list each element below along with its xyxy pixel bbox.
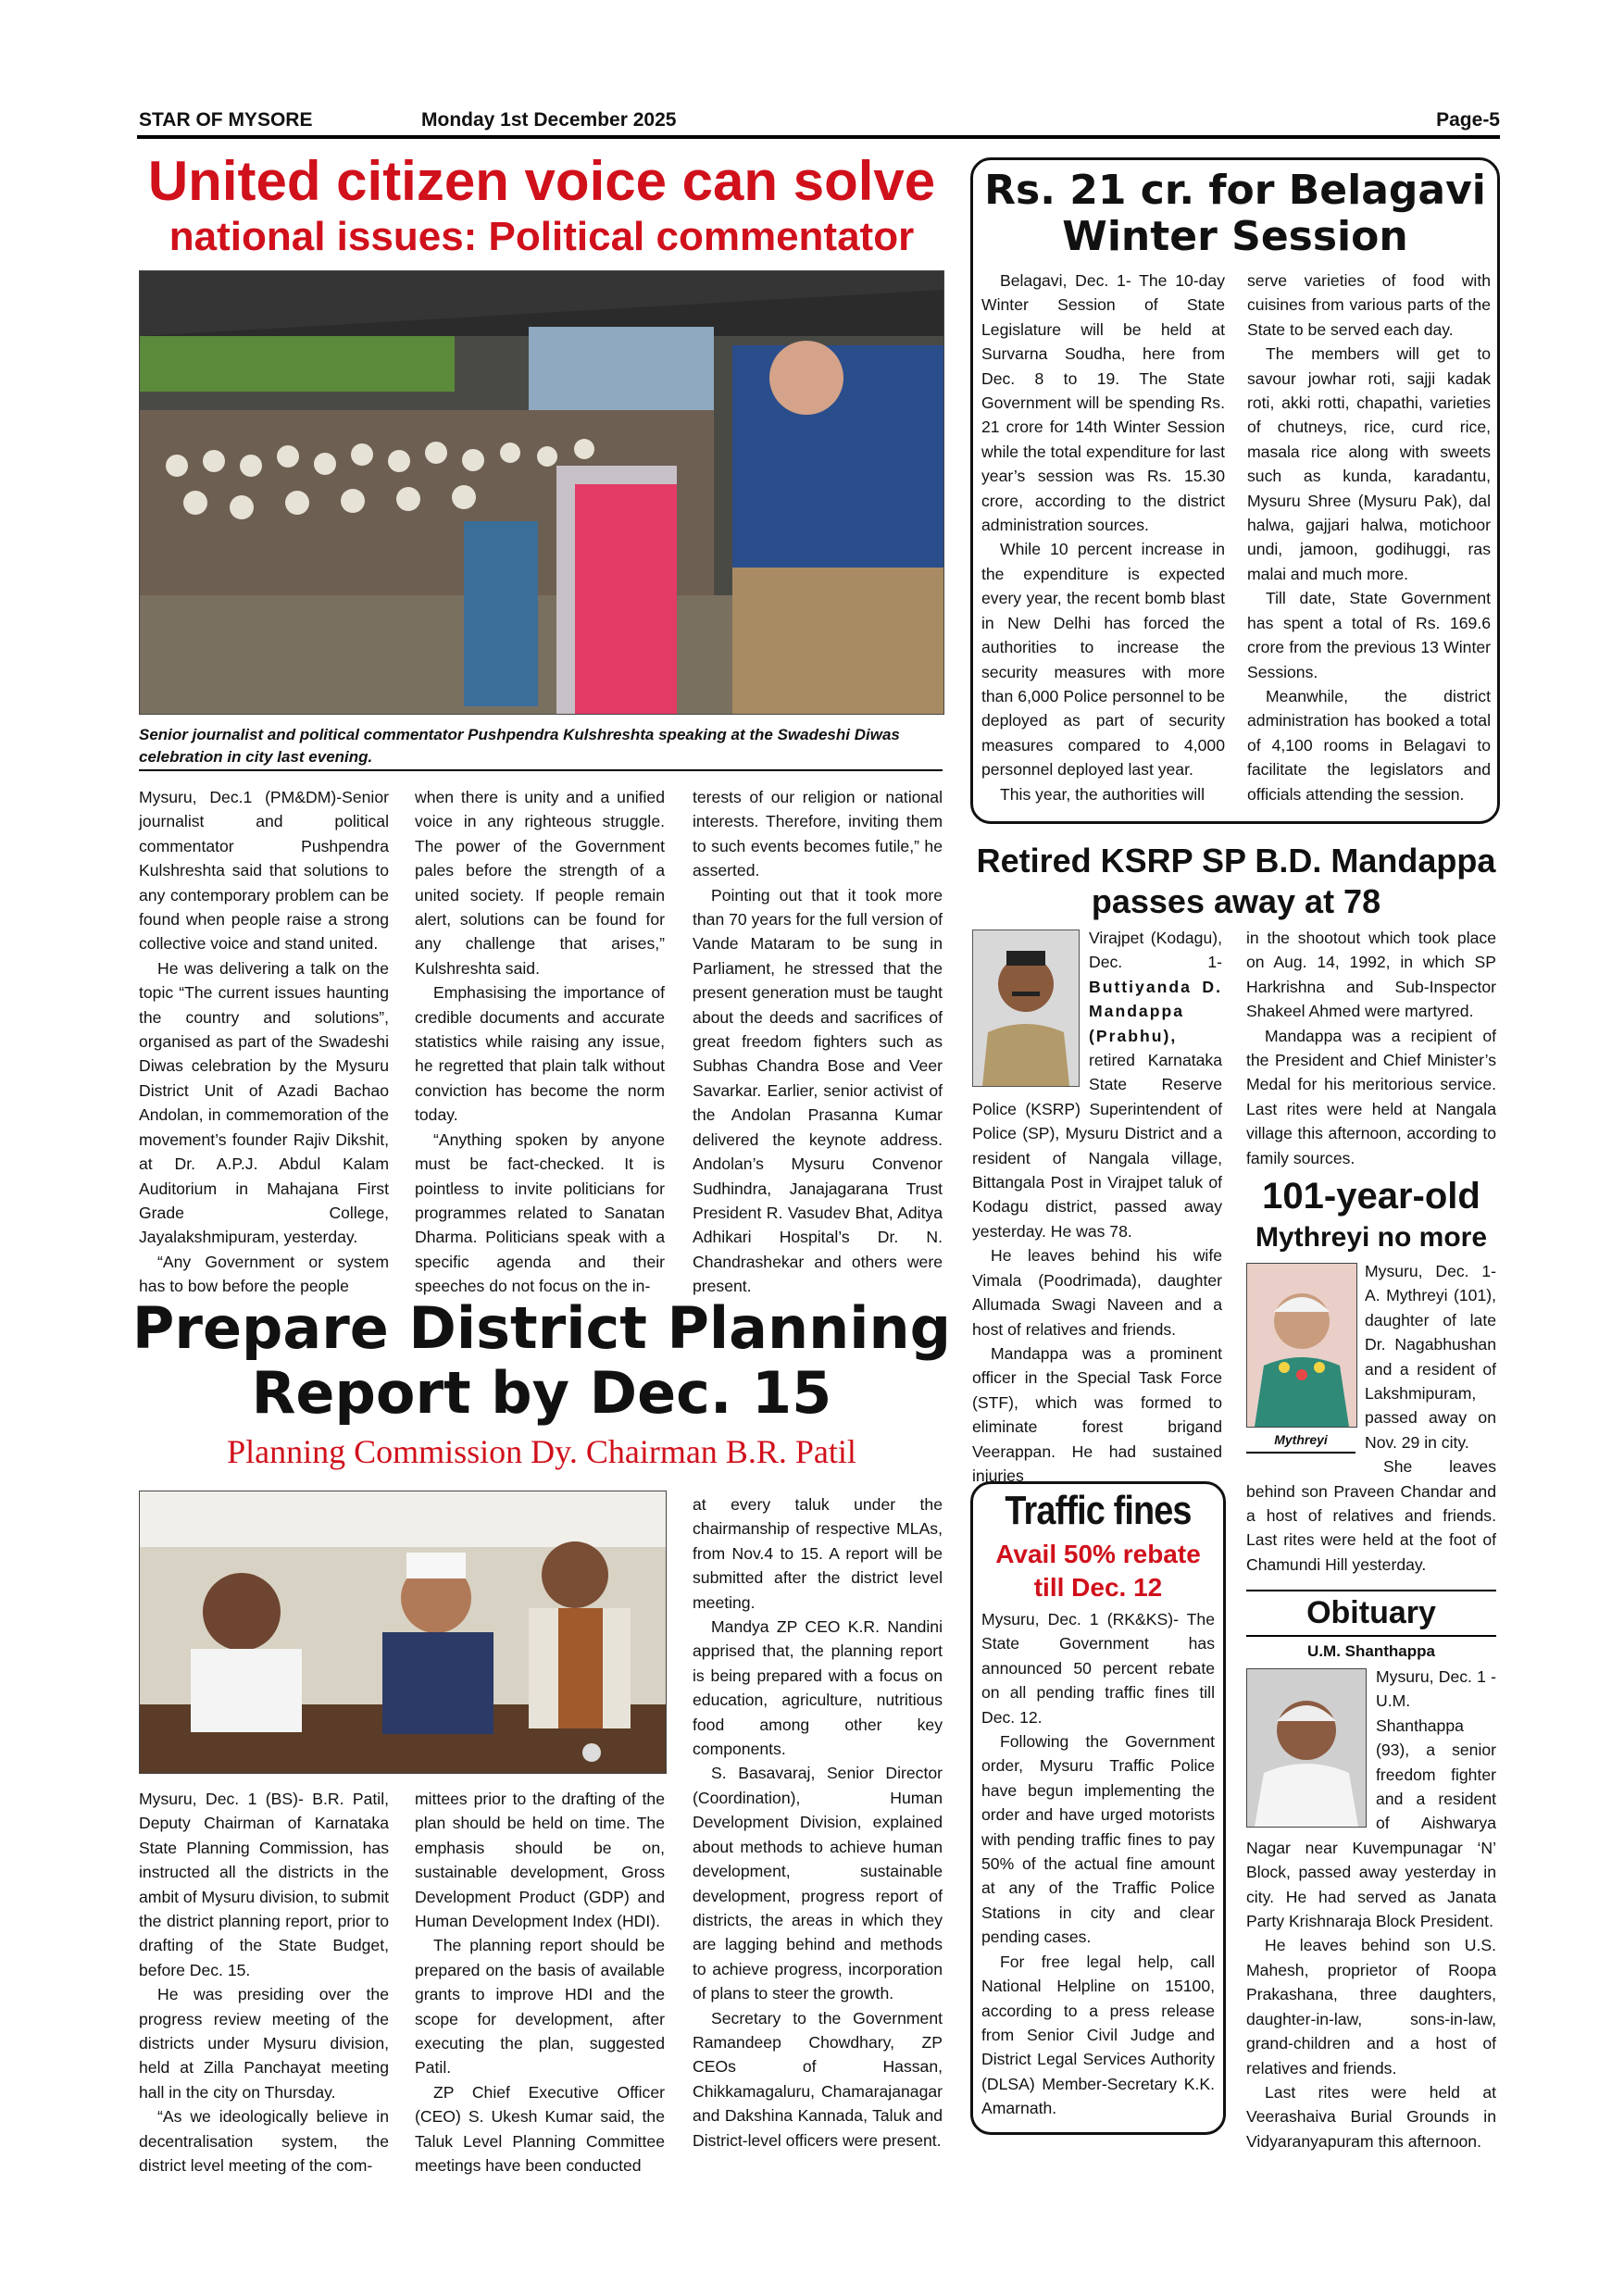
story2-col2-p3: Till date, State Government has spent a total of Rs. 169.6 crore from the previous 13 Winter Sessions.: [1247, 589, 1491, 681]
story2-col2: [1247, 268, 1491, 806]
story1-col2: [415, 785, 665, 1299]
story4-p2: She leaves behind son Praveen Chandar and a host of relatives and friends. Last rites were held at the foot of Chamundi Hill yesterday.: [1246, 1457, 1496, 1574]
story5-photo: [139, 1491, 667, 1774]
obituary-p3: Last rites were held at Veerashaiva Burial Grounds in Vidyaranyapuram this afternoon.: [1246, 2082, 1496, 2151]
story2-col1: [981, 268, 1225, 806]
story2-col2-p4: Meanwhile, the district administration has booked a total of 4,100 rooms in Belagavi to facilitate the legislators and officials attending the session.: [1247, 686, 1491, 804]
story5-col1-p3: “As we ideologically believe in decentralisation system, the district level meeting of the com-: [139, 2107, 389, 2176]
story5-col2: [415, 1787, 665, 2178]
story5-col2-p1: mittees prior to the drafting of the plan should be held on time. The emphasis should be on, sustainable development, Gross Development Product (GDP) and Human Development Index (HDI).: [415, 1790, 665, 1931]
story1-col3-p2: Pointing out that it took more than 70 years for the full version of Vande Mataram to be sung in Parliament, he stressed that the present generation must be taught about the deeds and sacrifices of great freedom fighters such as Subhas Chandra Bose and Veer Savarkar. Earlier, senior activist of the Andolan Prasanna Kumar delivered the keynote address. Andolan’s Mysuru Convenor Sudhindra, Janajagarana Trust President R. Vasudev Bhat, Aditya Adhikari Hospital’s Dr. N. Chandrashekar and others were present.: [693, 885, 943, 1296]
story2-col1-p1: Belagavi, Dec. 1- The 10-day Winter Session of State Legislature will be held at Survarna Soudha, here from Dec. 8 to 19. The State Government will be spending Rs. 21 crore for 14th Winter Session while the total expenditure for last year’s session was Rs. 15.30 crore, according to the district administration sources.: [981, 271, 1225, 535]
story3-col1-p2: He leaves behind his wife Vimala (Poodrimada), daughter Allumada Swagi Naveen and a host of relatives and friends.: [972, 1246, 1222, 1339]
story1-col3: [693, 785, 943, 1299]
story1-caption-rule: [139, 769, 943, 771]
story1-col1: [139, 785, 389, 1299]
story3-headline-2: passes away at 78: [1091, 882, 1381, 920]
story5-col3-p4: Secretary to the Government Ramandeep Chowdhary, ZP CEOs of Hassan, Chikkamagaluru, Chamarajanagar and Dakshina Kannada, Taluk and District-level officers were present.: [693, 2008, 943, 2150]
story2-headline-1: Rs. 21 cr. for Belagavi: [984, 167, 1486, 214]
story1-col2-p1: when there is unity and a unified voice in any righteous struggle. The power of the Government pales before the strength of a united society. If people remain alert, solutions can be found for any challenge that arises,” Kulshreshta said.: [415, 788, 665, 978]
story1-photo: [139, 270, 944, 715]
story3-col1: [972, 926, 1222, 1488]
mythreyi-photo: [1246, 1263, 1357, 1428]
story5-col1-p1: Mysuru, Dec. 1 (BS)- B.R. Patil, Deputy Chairman of Karnataka State Planning Commission, has instructed all the districts in the ambit of Mysuru division, to submit the district planning report, prior to drafting of the State Budget, before Dec. 15.: [139, 1790, 389, 1979]
page-number: Page-5: [1436, 109, 1500, 131]
story3-col1-p3: Mandappa was a prominent officer in the Special Task Force (STF), which was formed to eliminate forest brigand Veerappan. He had sustained injuries: [972, 1343, 1222, 1485]
obituary-p2: He leaves behind son U.S. Mahesh, proprietor of Roopa Prakashana, three daughters, daughter-in-law, sons-in-law, grand-children and a host of relatives and friends.: [1246, 1936, 1496, 2078]
story5-col3-p1: at every taluk under the chairmanship of respective MLAs, from Nov.4 to 15. A report will be submitted after the district level meeting.: [693, 1495, 943, 1612]
story3-col2-p1: in the shootout which took place on Aug. 14, 1992, in which SP Harkrishna and Sub-Inspector Shakeel Ahmed were martyred.: [1246, 929, 1496, 1021]
story1-col2-p2: Emphasising the importance of credible documents and accurate statistics while raising any issue, he regretted that plain talk without conviction has become the norm today.: [415, 983, 665, 1125]
story1-caption: Senior journalist and political commentator Pushpendra Kulshreshta speaking at the Swadeshi Diwas celebration in city last evening.: [139, 726, 900, 766]
story4-p1: Mysuru, Dec. 1- A. Mythreyi (101), daughter of late Dr. Nagabhushan and a resident of Lakshmipuram, passed away on Nov. 29 in city.: [1365, 1262, 1496, 1452]
mythreyi-label: Mythreyi: [1246, 1428, 1355, 1454]
story5-col1: [139, 1787, 389, 2178]
story1-col1-p1: Mysuru, Dec.1 (PM&DM)-Senior journalist and political commentator Pushpendra Kulshreshta said that solutions to any contemporary problem can be found when people raise a strong collective voice and stand united.: [139, 788, 389, 954]
story6-p3: For free legal help, call National Helpline on 15100, according to a press release from Senior Civil Judge and District Legal Services Authority (DLSA) Member-Secretary K.K. Amarnath.: [981, 1952, 1215, 2118]
story5-col2-p2: The planning report should be prepared on the basis of available grants to improve HDI and the scope for development, after executing the plan, suggested Patil.: [415, 1936, 665, 2078]
story5-col3: [693, 1492, 943, 2152]
story5-col3-p2: Mandya ZP CEO K.R. Nandini apprised that, the planning report is being prepared with a focus on education, agriculture, nutritious food among other key components.: [693, 1617, 943, 1759]
obituary-heading: Obituary: [1306, 1595, 1436, 1630]
story6-subhead-2: till Dec. 12: [1033, 1573, 1163, 1602]
mythreyi-photo-block: [1246, 1263, 1355, 1454]
shanthappa-photo: [1246, 1668, 1367, 1828]
story2-col1-p2: While 10 percent increase in the expenditure is expected every year, the recent bomb blast in New Delhi has forced the authorities to increase the security measures with more than 6,000 Police personnel to be deployed as part of security measures compared to 4,000 personnel deployed last year.: [981, 540, 1225, 780]
story1-col1-p2: He was delivering a talk on the topic “The current issues haunting the country and solutions”, organised as part of the Swadeshi Diwas celebration by the Mysuru District Unit of Azadi Bachao Andolan, in commemoration of the movement’s founder Rajiv Dikshit, at Dr. A.P.J. Abdul Kalam Auditorium in Mahajana First Grade College, Jayalakshmipuram, yesterday.: [139, 958, 389, 1247]
story4-text: [1246, 1259, 1496, 1577]
story1-col1-p3: “Any Government or system has to bow before the people: [139, 1252, 389, 1296]
story5-col2-p3: ZP Chief Executive Officer (CEO) S. Ukesh Kumar said, the Taluk Level Planning Committee meetings have been conducted: [415, 2082, 665, 2176]
story3-col1-p1: retired Karnataka State Reserve Police (KSRP) Superintendent of Police (SP), Mysuru District and a resident of Nangala village, Bittangala Post in Virajpet taluk of Kodagu district, passed away yesterday. He was 78.: [972, 1051, 1222, 1241]
masthead-rule: [137, 135, 1500, 139]
story5-subhead: Planning Commission Dy. Chairman B.R. Patil: [227, 1433, 856, 1470]
obituary-bottom-rule: [1246, 1635, 1496, 1637]
story1-headline-2: national issues: Political commentator: [169, 214, 915, 259]
story1-headline-1: United citizen voice can solve: [147, 150, 936, 212]
story2-col1-p3: This year, the authorities will: [1000, 784, 1205, 804]
obituary-text: [1246, 1665, 1496, 2153]
obituary-top-rule: [1246, 1590, 1496, 1591]
story2-headline-2: Winter Session: [1062, 213, 1408, 260]
story6-text: [981, 1607, 1215, 2121]
story2-col2-p2: The members will get to savour jowhar roti, sajji kadak roti, akki rotti, chapathi, varieties of chutneys, rice, curd rice, masala rice along with sweets such as kunda, karadantu, Mysuru Shree (Mysuru Pak), dal halwa, gajjari halwa, motichoor undi, jamoon, godihuggi, ras malai and much more.: [1247, 344, 1491, 583]
story4-headline-2: Mythreyi no more: [1255, 1222, 1488, 1253]
obituary-name: U.M. Shanthappa: [1307, 1642, 1435, 1660]
story5-headline-2: Report by Dec. 15: [251, 1359, 832, 1427]
story5-col1-p2: He was presiding over the progress review meeting of the districts under Mysuru division, held at Zilla Panchayat meeting hall in the city on Thursday.: [139, 1985, 389, 2102]
story6-headline: Traffic fines: [1005, 1488, 1192, 1533]
story6-subhead-1: Avail 50% rebate: [995, 1540, 1201, 1568]
story1-col2-p3: “Anything spoken by anyone must be fact-checked. It is pointless to invite politicians for programmes related to Sanatan Dharma. Politicians speak with a specific agenda and their speeches do not focus on the in-: [415, 1129, 665, 1296]
story2-col2-p1: serve varieties of food with cuisines from various parts of the State to be served each day.: [1247, 271, 1491, 339]
story1-col3-p1: terests of our religion or national interests. Therefore, inviting them to such events becomes futile,” he asserted.: [693, 788, 943, 880]
paper-name: STAR OF MYSORE: [139, 109, 313, 131]
story3-col2: [1246, 926, 1496, 1170]
story3-name: Buttiyanda D. Mandappa (Prabhu),: [1089, 977, 1222, 1045]
story6-p1: Mysuru, Dec. 1 (RK&KS)- The State Government has announced 50 percent rebate on all pending traffic fines till Dec. 12.: [981, 1610, 1215, 1727]
story3-headline-1: Retired KSRP SP B.D. Mandappa: [976, 842, 1496, 880]
obituary-p1: Mysuru, Dec. 1 - U.M. Shanthappa (93), a senior freedom fighter and a resident of Aishwarya Nagar near Kuvempunagar ‘N’ Block, passed away yesterday in city. He had served as Janata Party Krishnaraja Block President.: [1246, 1667, 1496, 1931]
story5-col3-p3: S. Basavaraj, Senior Director (Coordination), Human Development Division, explained about methods to achieve human development, sustainable development, progress report of districts, the areas in which they are lagging behind and methods to achieve progress, incorporation of plans to steer the growth.: [693, 1764, 943, 2003]
story4-headline-1: 101-year-old: [1262, 1176, 1480, 1217]
issue-date: Monday 1st December 2025: [421, 109, 677, 131]
story3-dateline: Virajpet (Kodagu), Dec. 1-: [1089, 929, 1222, 972]
story6-p2: Following the Government order, Mysuru Traffic Police have begun implementing the order and have urged motorists with pending traffic fines to pay 50% of the actual fine amount at any of the Traffic Police Stations in city and clear pending cases.: [981, 1732, 1215, 1947]
story5-headline-1: Prepare District Planning: [131, 1294, 952, 1362]
story3-col2-p2: Mandappa was a recipient of the President and Chief Minister’s Medal for his meritorious service. Last rites were held at Nangala village this afternoon, according to family sources.: [1246, 1026, 1496, 1167]
mandappa-photo: [972, 930, 1080, 1087]
